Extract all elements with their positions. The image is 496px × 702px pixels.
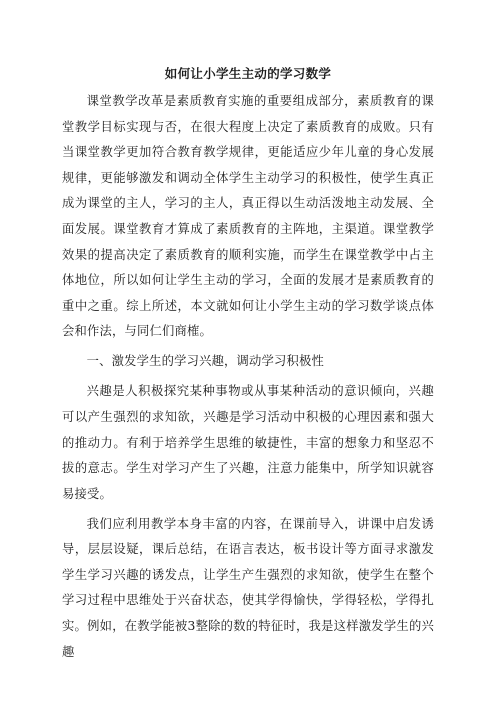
paragraph-method: 我们应利用教学本身丰富的内容，在课前导入，讲课中启发诱导，层层设疑，课后总结，在语言表达，板书设计等方面寻求激发学生学习兴趣的诱发点，让学生产生强烈的求知欲，使学生在整个学习过程中思维处于兴奋状态，使其学得愉快，学得轻松，学得扎实。例如，在教学能被3整除的数的特征时，我是这样激发学生的兴趣 — [62, 516, 434, 659]
document-body — [62, 89, 434, 670]
paragraph-intro: 课堂教学改革是素质教育实施的重要组成部分，素质教育的课堂教学目标实现与否，在很大程度上决定了素质教育的成败。只有当课堂教学更加符合教育教学规律，更能适应少年儿童的身心发展规律，更能够激发和调动全体学生主动学习的积极性，使学生真正成为课堂的主人，学习的主人，真正得以生动活泼地主动发展、全面发展。课堂教育才算成了素质教育的主阵地，主渠道。课堂教学效果的提高决定了素质教育的顺利实施，而学生在课堂教学中占主体地位，所以如何让学生主动的学习，全面的发展才是素质教育的重中之重。综上所述，本文就如何让小学生主动的学习数学谈点体会和作法，与同仁们商榷。 — [62, 94, 434, 339]
paragraph-interest: 兴趣是人积极探究某种事物或从事某种活动的意识倾向，兴趣可以产生强烈的求知欲，兴趣是学习活动中积极的心理因素和强大的推动力。有利于培养学生思维的敏捷性，丰富的想象力和坚忍不拔的意志。学生对学习产生了兴趣，注意力能集中，所学知识就容易接受。 — [62, 384, 434, 501]
document-title: 如何让小学生主动的学习数学 — [164, 66, 332, 81]
section-heading: 一、激发学生的学习兴趣，调动学习积极性 — [86, 354, 325, 369]
